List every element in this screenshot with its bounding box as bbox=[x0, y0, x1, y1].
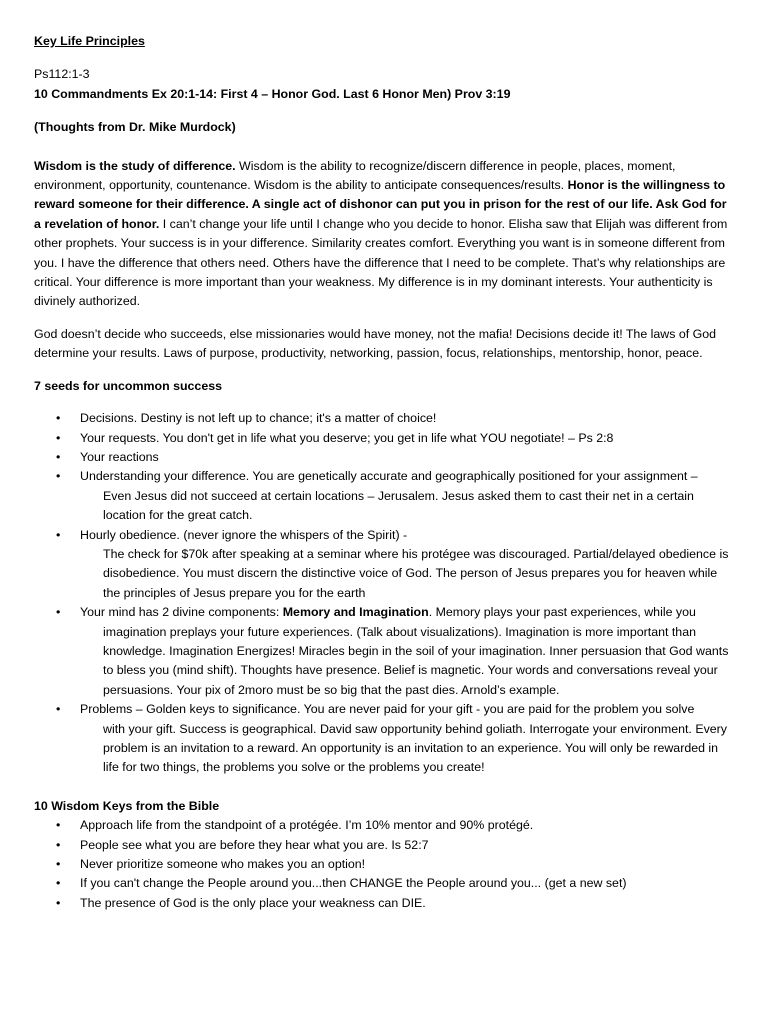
commandments-reference: 10 Commandments Ex 20:1-14: First 4 – Honor God. Last 6 Honor Men) Prov 3:19 bbox=[34, 86, 511, 101]
thoughts-attribution: (Thoughts from Dr. Mike Murdock) bbox=[34, 120, 236, 135]
key-3-text: Never prioritize someone who makes you an option! bbox=[80, 857, 366, 872]
document-title: Key Life Principles bbox=[34, 34, 145, 48]
seed-6-text-b: . Memory plays your past experiences, while you bbox=[428, 605, 696, 620]
wisdom-definition: Wisdom is the study of difference. bbox=[34, 158, 236, 173]
seeds-list bbox=[34, 409, 734, 778]
seed-7-continuation: with your gift. Success is geographical. David saw opportunity behind goliath. Interrogate your environment. Every problem is an invitation to a reward. An opportunity is an invitation to an experience. You will only be rewarded in life for two things, the problems you solve or the problems you create! bbox=[103, 721, 727, 775]
seed-3-text: Your reactions bbox=[80, 449, 159, 464]
list-item bbox=[34, 467, 734, 525]
list-item bbox=[34, 603, 734, 700]
seed-5-continuation: The check for $70k after speaking at a seminar where his protégee was discouraged. Partial/delayed obedience is disobedience. You must discern the distinctive voice of God. The person of Jesus prepares you for heaven while the principles of Jesus prepare you for the earth bbox=[103, 546, 729, 600]
psalm-reference: Ps112:1-3 bbox=[34, 67, 90, 82]
key-2-text: People see what you are before they hear what you are. Is 52:7 bbox=[80, 837, 429, 852]
god-paragraph: God doesn’t decide who succeeds, else missionaries would have money, not the mafia! Decisions decide it! The laws of God determine your results. Laws of purpose, productivity, networking, passion, focus, relationships, mentorship, honor, peace. bbox=[34, 326, 717, 361]
key-1-text: Approach life from the standpoint of a protégée. I’m 10% mentor and 90% protégé. bbox=[80, 818, 534, 833]
list-item bbox=[34, 409, 734, 428]
list-item bbox=[34, 526, 734, 604]
seed-6-text-a: Your mind has 2 divine components: bbox=[80, 605, 283, 620]
seed-4-text: Understanding your difference. You are genetically accurate and geographically positioned for your assignment – bbox=[80, 469, 698, 484]
honor-definition: Honor is the willingness to reward someone for their difference. A single act of dishonor can put you in prison for the rest of our life. Ask God for a revelation of honor. bbox=[34, 178, 727, 231]
list-item bbox=[34, 855, 734, 874]
seed-1-text: Decisions. Destiny is not left up to chance; it's a matter of choice! bbox=[80, 411, 437, 426]
seeds-heading: 7 seeds for uncommon success bbox=[34, 378, 222, 393]
key-4-text: If you can't change the People around you...then CHANGE the People around you... (get a new set) bbox=[80, 876, 627, 891]
list-item bbox=[34, 429, 734, 448]
seed-5-text: Hourly obedience. (never ignore the whispers of the Spirit) - bbox=[80, 527, 408, 542]
keys-heading: 10 Wisdom Keys from the Bible bbox=[34, 798, 220, 813]
wisdom-paragraph bbox=[34, 157, 734, 312]
list-item bbox=[34, 894, 734, 913]
list-item bbox=[34, 816, 734, 835]
list-item bbox=[34, 700, 734, 778]
list-item bbox=[34, 836, 734, 855]
seed-6-bold: Memory and Imagination bbox=[282, 605, 429, 620]
seed-7-text: Problems – Golden keys to significance. You are never paid for your gift - you are paid for the problem you solve bbox=[80, 702, 695, 717]
key-5-text: The presence of God is the only place your weakness can DIE. bbox=[80, 895, 426, 910]
list-item bbox=[34, 874, 734, 893]
seed-2-text: Your requests. You don't get in life what you deserve; you get in life what YOU negotiate! – Ps 2:8 bbox=[80, 430, 614, 445]
list-item bbox=[34, 448, 734, 467]
seed-4-continuation: Even Jesus did not succeed at certain locations – Jerusalem. Jesus asked them to cast their net in a certain location for the great catch. bbox=[103, 488, 694, 523]
honor-text: I can’t change your life until I change who you decide to honor. Elisha saw that Elijah was different from other prophets. Your success is in your difference. Similarity creates comfort. Everything you want is in someone different from you. I have the difference that others need. Others have the difference that I need to be complete. That’s why relationships are critical. Your difference is more important than your weakness. My difference is in my dominant interests. Your authenticity is divinely authorized. bbox=[34, 216, 728, 309]
keys-list bbox=[34, 816, 734, 913]
seed-6-continuation: imagination preplays your future experiences. (Talk about visualizations). Imagination is more important than knowledge. Imagination Energizes! Miracles begin in the soil of your imagination. Inner persuasion that God wants to bless you (mind shift). Thoughts have presence. Belief is magnetic. Your words and conversations reveal your persuasions. Your pix of 2moro must be so big that the past dies. Arnold’s example. bbox=[103, 624, 729, 697]
document-body bbox=[34, 32, 734, 913]
wisdom-text: Wisdom is the ability to recognize/discern difference in people, places, moment, environment, opportunity, countenance. Wisdom is the ability to anticipate consequences/results. bbox=[34, 158, 676, 193]
